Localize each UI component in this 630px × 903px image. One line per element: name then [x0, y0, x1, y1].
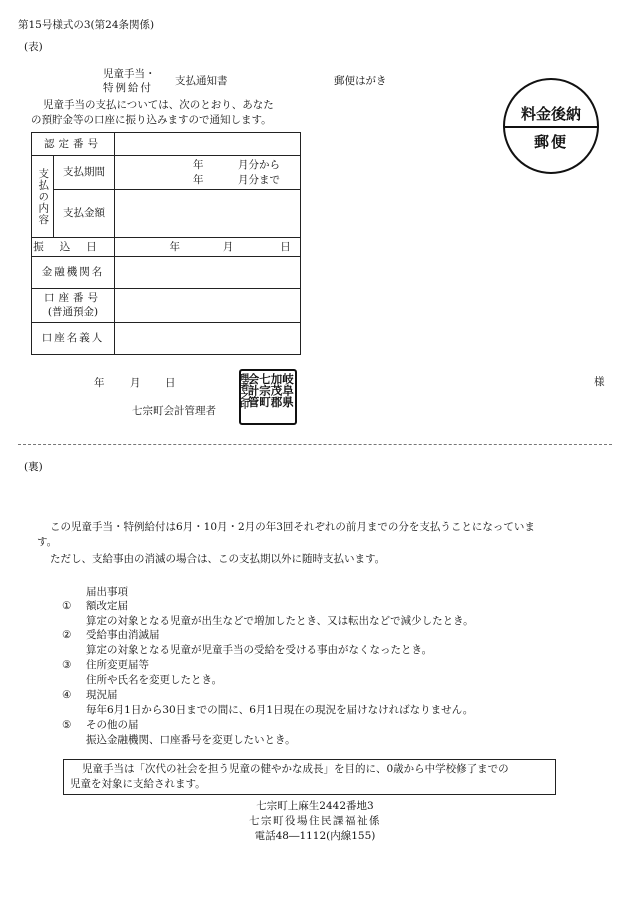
transfer-date-value — [115, 238, 301, 257]
account-type-text: (普通預金) — [47, 305, 99, 318]
purpose-note-box — [63, 759, 556, 795]
intro-line1: 児童手当の支払については、次のとおり、あなた — [43, 99, 274, 111]
intro-line2: の預貯金等の口座に振り込みますので通知します。 — [31, 114, 272, 126]
cert-number-value — [115, 133, 301, 156]
seal-col5: 理者之印 — [238, 373, 248, 409]
payment-content-text: 支払の内容 — [37, 167, 50, 226]
notice-item-5-title: その他の届 — [86, 719, 139, 731]
notices-title: 届出事項 — [86, 586, 128, 598]
back-para2: ただし、支給事由の消滅の場合は、この支払期以外に随時支払います。 — [50, 553, 386, 565]
form-number: 第15号様式の3(第24条関係) — [18, 19, 155, 31]
period-to-year: 年 — [193, 173, 204, 186]
transfer-year: 年 — [169, 240, 180, 253]
notice-item-5-num: ⑤ — [62, 719, 72, 731]
back-label: (裏) — [24, 461, 43, 473]
official-seal — [239, 369, 297, 425]
row-period — [32, 156, 301, 190]
purpose-note-line1: 児童手当は「次代の社会を担う児童の健やかな成長」を目的に、0歳から中学校修了までの — [82, 763, 509, 775]
back-para1-line2: す。 — [37, 536, 58, 548]
notice-item-1-desc: 算定の対象となる児童が出生などで増加したとき、又は転出などで減少したとき。 — [86, 615, 474, 627]
transfer-day: 日 — [280, 240, 291, 253]
period-from-month: 月分から — [238, 159, 280, 172]
notice-item-4-num: ④ — [62, 689, 72, 701]
seal-col4: 会計管 — [246, 373, 261, 408]
issuer-name: 七宗町会計管理者 — [132, 405, 216, 417]
account-holder-label: 口座名義人 — [32, 323, 115, 355]
postcard-label: 郵便はがき — [334, 75, 387, 87]
notice-item-1-title: 額改定届 — [86, 600, 128, 612]
title-line1: 児童手当・ — [103, 68, 156, 80]
bank-name-label: 金融機関名 — [32, 257, 115, 289]
postage-stamp — [503, 78, 599, 174]
notice-item-3-desc: 住所や氏名を変更したとき。 — [86, 674, 223, 686]
notice-item-4-desc: 毎年6月1日から30日までの間に、6月1日現在の現況を届けなければなりません。 — [86, 704, 474, 716]
notice-item-2-num: ② — [62, 629, 72, 641]
issue-month: 月 — [130, 377, 141, 389]
notice-item-1-num: ① — [62, 600, 72, 612]
row-bank — [32, 257, 301, 289]
row-cert-number — [32, 133, 301, 156]
notice-item-3-title: 住所変更届等 — [86, 659, 149, 671]
row-account-number — [32, 289, 301, 323]
seal-col1: 岐阜県 — [281, 373, 295, 408]
bank-name-value — [115, 257, 301, 289]
footer-phone: 電話48―1112(内線155) — [254, 830, 376, 842]
notice-item-5-desc: 振込金融機関、口座番号を変更したいとき。 — [86, 734, 296, 746]
seal-col2: 加茂郡 — [269, 373, 284, 408]
period-to-month: 月分まで — [238, 173, 280, 186]
footer-office: 七宗町役場住民課福祉係 — [249, 815, 381, 827]
issue-day: 日 — [165, 377, 176, 389]
postage-stamp-line1: 料金後納 — [520, 105, 581, 123]
transfer-date-label: 振込日 — [32, 238, 115, 257]
title-suffix: 支払通知書 — [175, 75, 228, 87]
title-block — [103, 67, 156, 95]
row-account-holder — [32, 323, 301, 355]
account-number-label — [32, 289, 115, 323]
period-value — [115, 156, 301, 190]
postage-stamp-divider — [505, 126, 597, 128]
amount-value — [115, 190, 301, 238]
row-amount — [32, 190, 301, 238]
notice-item-4-title: 現況届 — [86, 689, 118, 701]
account-number-value — [115, 289, 301, 323]
payment-content-label — [32, 156, 54, 238]
cert-number-label: 認定番号 — [32, 133, 115, 156]
footer-address: 七宗町上麻生2442番地3 — [256, 800, 374, 812]
notice-item-2-title: 受給事由消滅届 — [86, 629, 160, 641]
transfer-month: 月 — [222, 240, 234, 253]
addressee-suffix: 様 — [594, 376, 605, 388]
period-from-year: 年 — [193, 159, 204, 172]
account-holder-value — [115, 323, 301, 355]
front-label: (表) — [24, 41, 43, 53]
payment-table — [31, 132, 301, 355]
purpose-note-line2: 児童を対象に支給されます。 — [70, 778, 206, 791]
title-line2: 特例給付 — [103, 82, 153, 95]
notice-item-2-desc: 算定の対象となる児童が児童手当の受給を受ける事由がなくなったとき。 — [86, 644, 433, 656]
notice-item-3-num: ③ — [62, 659, 72, 671]
seal-col3: 七宗町 — [258, 373, 272, 408]
issue-year: 年 — [94, 377, 105, 389]
period-label: 支払期間 — [54, 156, 115, 190]
row-transfer-date — [32, 238, 301, 257]
postage-stamp-line2: 郵便 — [533, 133, 568, 151]
amount-label: 支払金額 — [54, 190, 115, 238]
cut-line — [18, 444, 612, 445]
account-number-text: 口座番号 — [44, 291, 102, 304]
back-para1-line1: この児童手当・特例給付は6月・10月・2月の年3回それぞれの前月までの分を支払うことになっていま — [50, 521, 535, 533]
